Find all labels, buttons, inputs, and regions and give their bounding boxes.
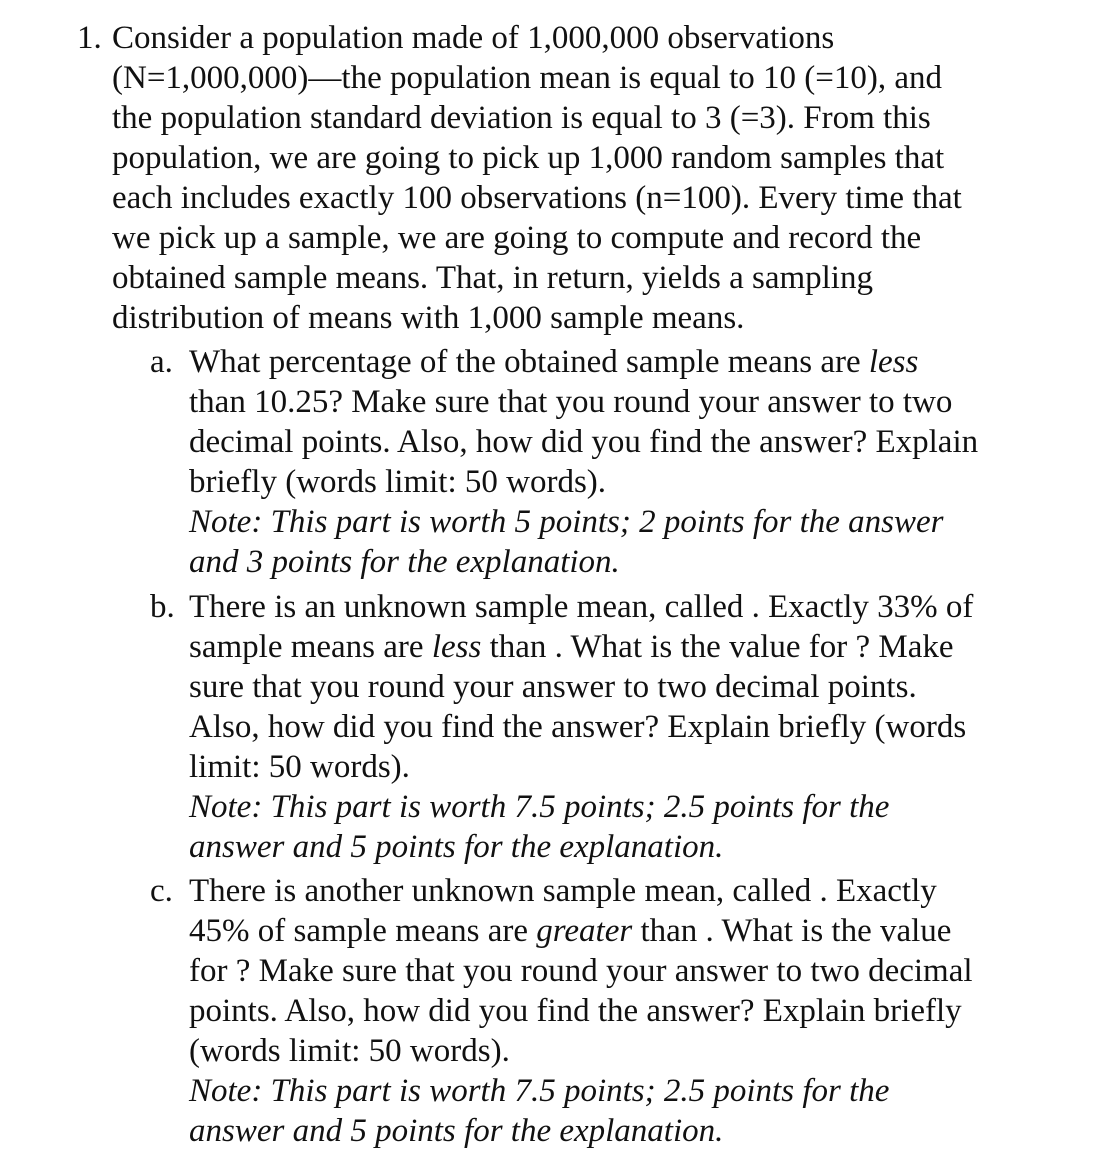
part-b-line: Also, how did you find the answer? Explain briefly (words — [189, 709, 967, 745]
question-stem — [112, 18, 1082, 338]
part-a-line — [189, 342, 1089, 382]
part-a-note: and 3 points for the explanation. — [189, 544, 620, 580]
text-fragment: 45% of sample means are — [189, 913, 537, 949]
text-fragment: than . What is the value — [632, 913, 952, 949]
part-c-text — [189, 871, 1089, 1151]
part-c-letter: c. — [150, 873, 173, 909]
part-c-line: for ? Make sure that you round your answer to two decimal — [189, 953, 973, 989]
stem-line: Consider a population made of 1,000,000 observations — [112, 20, 835, 56]
part-b-line: sure that you round your answer to two decimal points. — [189, 669, 917, 705]
part-b-line: There is an unknown sample mean, called . Exactly 33% of — [189, 589, 974, 625]
stem-line: population, we are going to pick up 1,000 random samples that — [112, 140, 945, 176]
emphasis-greater: greater — [536, 913, 633, 949]
text-fragment: sample means are — [189, 629, 432, 665]
part-a-note: Note: This part is worth 5 points; 2 points for the answer — [189, 504, 944, 540]
stem-line: the population standard deviation is equal to 3 (=3). From this — [112, 100, 931, 136]
question-number: 1. — [77, 20, 102, 56]
part-b-note: answer and 5 points for the explanation. — [189, 829, 724, 865]
part-b-note: Note: This part is worth 7.5 points; 2.5 points for the — [189, 789, 890, 825]
text-fragment: than . What is the value for ? Make — [481, 629, 954, 665]
part-b-line — [189, 627, 1089, 667]
part-a-line: than 10.25? Make sure that you round your answer to two — [189, 384, 953, 420]
part-b-letter: b. — [150, 589, 175, 625]
part-c-line: There is another unknown sample mean, called . Exactly — [189, 873, 937, 909]
part-a-letter: a. — [150, 344, 173, 380]
stem-line: we pick up a sample, we are going to compute and record the — [112, 220, 922, 256]
text-fragment: What percentage of the obtained sample means are — [189, 344, 869, 380]
part-c-line — [189, 911, 1089, 951]
part-c-line: points. Also, how did you find the answer? Explain briefly — [189, 993, 962, 1029]
stem-line: distribution of means with 1,000 sample means. — [112, 300, 745, 336]
emphasis-less: less — [431, 629, 482, 665]
part-a-line: briefly (words limit: 50 words). — [189, 464, 607, 500]
part-a-text — [189, 342, 1089, 582]
part-c-note: answer and 5 points for the explanation. — [189, 1113, 724, 1149]
part-c-line: (words limit: 50 words). — [189, 1033, 510, 1069]
part-b-line: limit: 50 words). — [189, 749, 410, 785]
part-c-note: Note: This part is worth 7.5 points; 2.5 points for the — [189, 1073, 890, 1109]
stem-line: obtained sample means. That, in return, yields a sampling — [112, 260, 873, 296]
stem-line: (N=1,000,000)—the population mean is equal to 10 (=10), and — [112, 60, 942, 96]
part-a-line: decimal points. Also, how did you find the answer? Explain — [189, 424, 979, 460]
part-b-text — [189, 587, 1089, 867]
emphasis-less: less — [868, 344, 919, 380]
stem-line: each includes exactly 100 observations (n=100). Every time that — [112, 180, 962, 216]
